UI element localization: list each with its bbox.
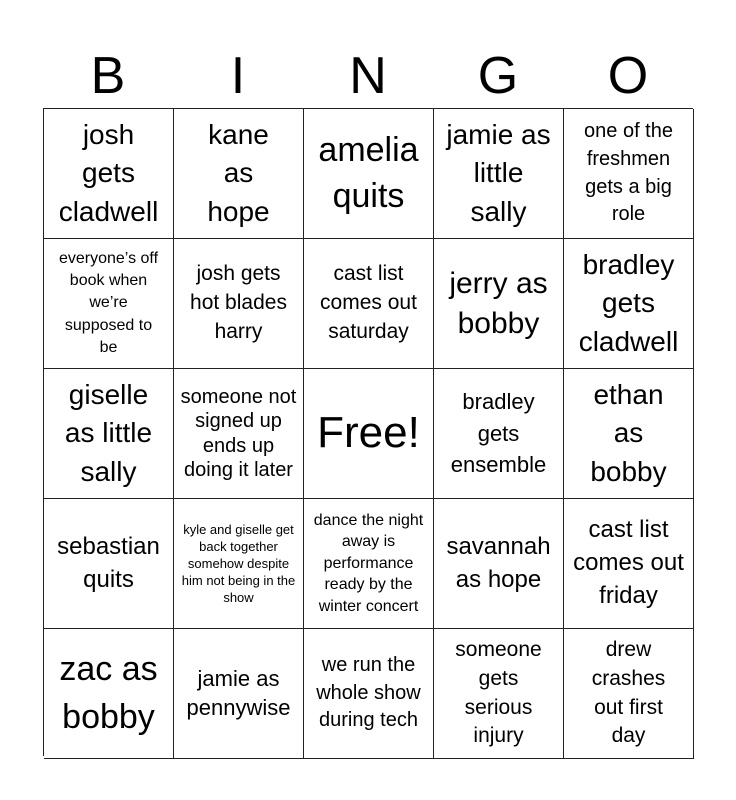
cell-text: sebastian quits [57,532,160,593]
bingo-cell[interactable] [434,109,564,239]
cell-text: one of the freshmen gets a big role [584,120,673,226]
cell-text: giselle as little sally [64,378,153,487]
bingo-cell[interactable] [174,109,304,239]
free-space-label: Free! [317,408,420,458]
bingo-cell[interactable] [434,499,564,629]
cell-text: drew crashes out first day [591,638,666,748]
cell-text: someone gets serious injury [455,638,542,748]
bingo-cell[interactable] [44,629,174,759]
bingo-cell[interactable] [564,369,694,499]
bingo-cell[interactable] [304,239,434,369]
cell-text: amelia quits [318,130,419,215]
bingo-cell[interactable] [174,239,304,369]
bingo-cell[interactable] [434,369,564,499]
cell-text: everyone’s off book when we’re supposed to be [58,249,159,357]
cell-text: jamie as pennywise [186,665,291,720]
bingo-cell[interactable] [304,499,434,629]
bingo-cell[interactable] [174,629,304,759]
free-space[interactable] [304,369,434,499]
cell-text: zac as bobby [59,649,158,736]
cell-text: kane as hope [207,118,270,227]
bingo-cell[interactable] [434,629,564,759]
cell-text: ethan as bobby [590,378,667,487]
bingo-cell[interactable] [564,239,694,369]
header-letter-b: B [90,47,126,105]
cell-text: cast list comes out friday [573,516,684,609]
bingo-cell[interactable] [564,499,694,629]
bingo-cell[interactable] [434,239,564,369]
cell-text: cast list comes out saturday [320,262,417,343]
cell-text: dance the night away is performance ready by the winter concert [313,511,424,615]
cell-text: jamie as little sally [446,118,551,227]
cell-text: savannah as hope [446,532,551,593]
bingo-cell[interactable] [564,109,694,239]
cell-text: josh gets cladwell [58,118,159,227]
bingo-cell[interactable] [304,109,434,239]
bingo-board [43,108,693,756]
bingo-cell[interactable] [304,629,434,759]
header-letter-g: G [477,47,519,105]
bingo-cell[interactable] [44,239,174,369]
bingo-cell[interactable] [44,369,174,499]
cell-text: someone not signed up ends up doing it later [180,385,297,481]
bingo-cell[interactable] [174,369,304,499]
header-letter-i: I [230,47,246,105]
bingo-cell[interactable] [174,499,304,629]
header-letter-o: O [607,47,649,105]
bingo-cell[interactable] [44,109,174,239]
bingo-cell[interactable] [44,499,174,629]
bingo-header [43,44,693,108]
cell-text: josh gets hot blades harry [190,262,287,343]
header-letter-n: N [349,47,387,105]
cell-text: kyle and giselle get back together somehow despite him not being in the show [181,521,296,606]
bingo-cell[interactable] [564,629,694,759]
cell-text: bradley gets cladwell [578,248,679,357]
cell-text: jerry as bobby [449,266,548,340]
cell-text: we run the whole show during tech [316,654,421,732]
cell-text: bradley gets ensemble [450,388,547,478]
